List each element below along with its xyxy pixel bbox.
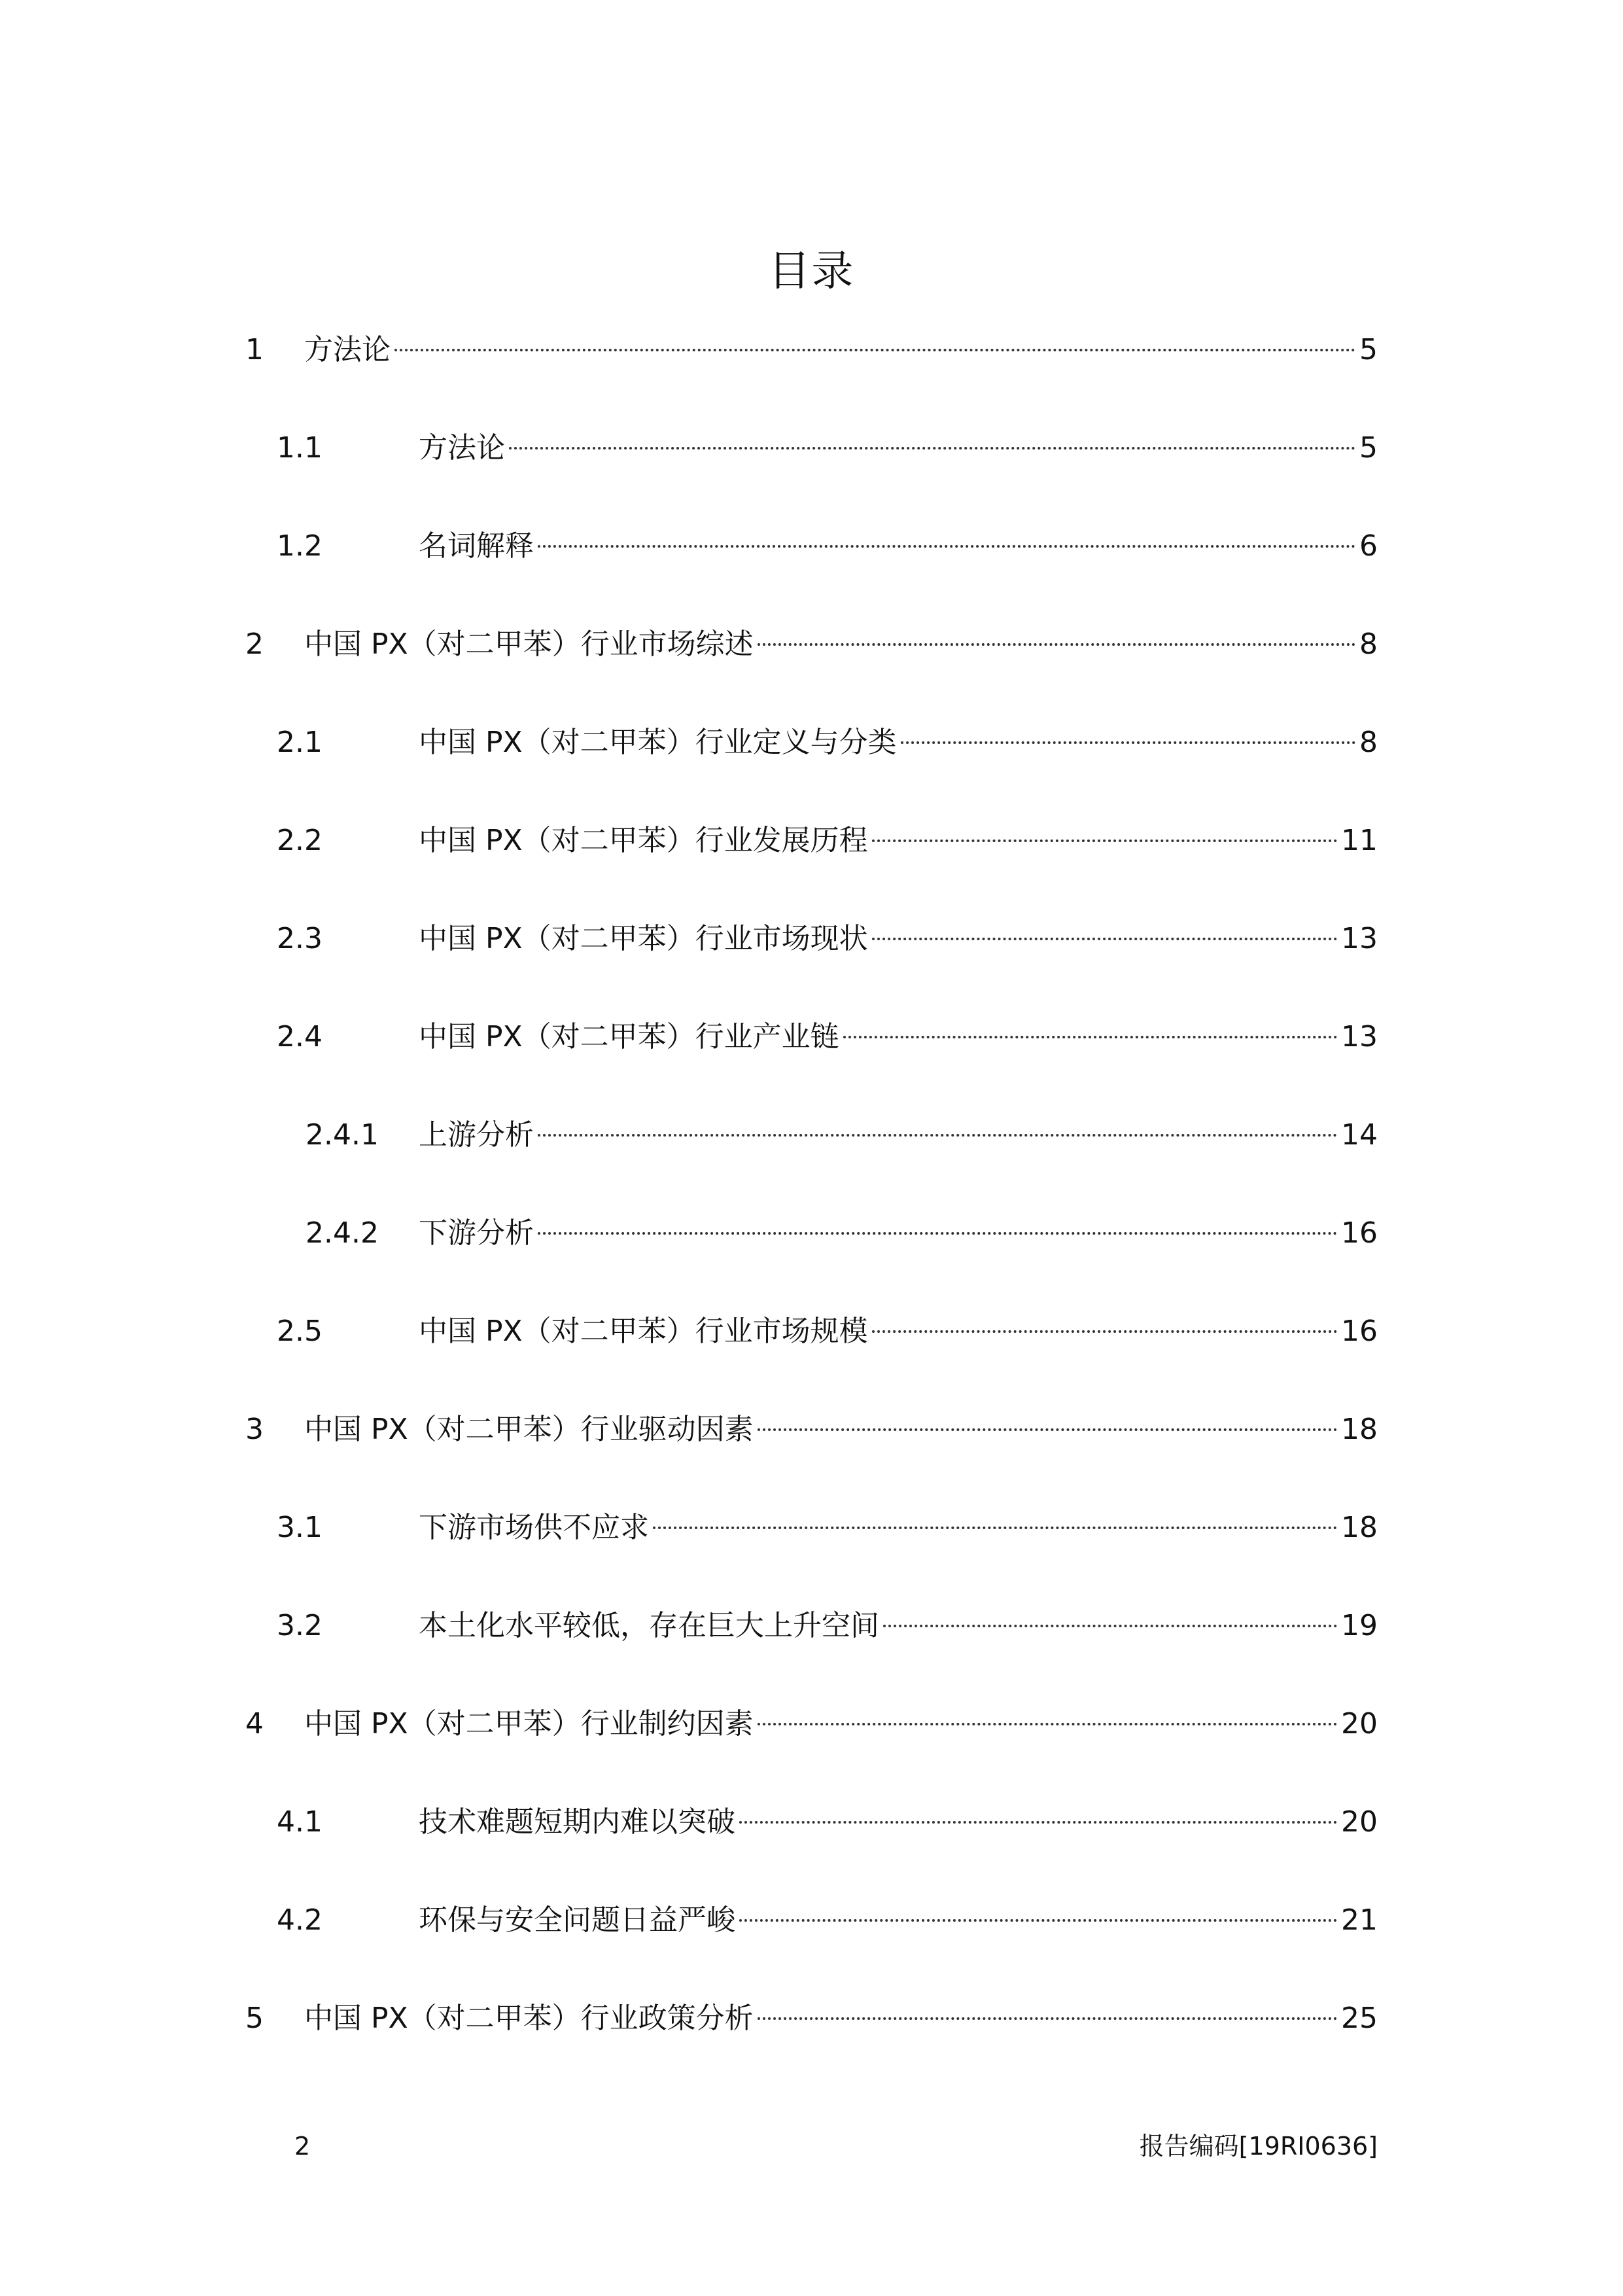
toc-number: 5 [245, 2002, 264, 2035]
toc-label: 中国 PX（对二甲苯）行业定义与分类 [419, 726, 897, 759]
toc-number: 2.4.2 [305, 1216, 379, 1250]
toc-leader [739, 1821, 1337, 1824]
toc-number: 2.1 [277, 726, 323, 759]
toc-label: 中国 PX（对二甲苯）行业发展历程 [419, 824, 868, 857]
toc-label: 上游分析 [419, 1118, 534, 1152]
toc-label: 环保与安全问题日益严峻 [419, 1903, 735, 1937]
toc-number: 4 [245, 1707, 264, 1740]
toc-entry[interactable] [0, 1996, 1623, 2041]
toc-page: 14 [1341, 1118, 1378, 1152]
toc-leader [394, 349, 1355, 351]
toc-entry[interactable] [0, 425, 1623, 471]
toc-entry[interactable] [0, 1014, 1623, 1060]
toc-page: 8 [1359, 627, 1378, 661]
toc-leader [872, 938, 1337, 940]
toc-label: 名词解释 [419, 529, 534, 563]
toc-leader [901, 741, 1355, 744]
toc-label: 方法论 [419, 431, 505, 465]
toc-leader [883, 1625, 1337, 1627]
toc-entry[interactable] [0, 1701, 1623, 1747]
toc-label: 中国 PX（对二甲苯）行业市场现状 [419, 922, 868, 955]
toc-entry[interactable] [0, 622, 1623, 667]
toc-page: 25 [1341, 2002, 1378, 2035]
footer-page-number: 2 [294, 2132, 311, 2161]
toc-number: 4.2 [277, 1903, 323, 1937]
toc-leader [538, 1134, 1337, 1137]
toc-label: 中国 PX（对二甲苯）行业制约因素 [304, 1707, 754, 1740]
toc-entry[interactable] [0, 1112, 1623, 1158]
toc-number: 2.5 [277, 1315, 323, 1348]
toc-label: 下游分析 [419, 1216, 534, 1250]
toc-number: 3.1 [277, 1511, 323, 1544]
toc-label: 本土化水平较低，存在巨大上升空间 [419, 1609, 879, 1642]
toc-number: 1.2 [277, 529, 323, 563]
toc-leader [843, 1036, 1337, 1038]
toc-number: 2.4 [277, 1020, 323, 1053]
table-of-contents [0, 327, 1623, 2094]
toc-leader [758, 643, 1355, 646]
toc-entry[interactable] [0, 327, 1623, 373]
toc-number: 2.2 [277, 824, 323, 857]
toc-page: 11 [1341, 824, 1378, 857]
toc-page: 21 [1341, 1903, 1378, 1937]
toc-number: 1 [245, 333, 264, 366]
toc-leader [758, 2017, 1337, 2020]
toc-page: 6 [1359, 529, 1378, 563]
toc-entry[interactable] [0, 1799, 1623, 1845]
toc-number: 2.3 [277, 922, 323, 955]
toc-label: 中国 PX（对二甲苯）行业驱动因素 [304, 1413, 754, 1446]
toc-leader [872, 1330, 1337, 1333]
toc-number: 3.2 [277, 1609, 323, 1642]
toc-page: 18 [1341, 1511, 1378, 1544]
toc-page: 5 [1359, 333, 1378, 366]
toc-label: 技术难题短期内难以突破 [419, 1805, 735, 1839]
toc-page: 19 [1341, 1609, 1378, 1642]
toc-entry[interactable] [0, 1603, 1623, 1649]
toc-leader [872, 839, 1337, 842]
toc-page: 20 [1341, 1707, 1378, 1740]
toc-entry[interactable] [0, 1210, 1623, 1256]
toc-page: 16 [1341, 1315, 1378, 1348]
toc-leader [538, 1232, 1337, 1235]
toc-leader [653, 1527, 1337, 1529]
toc-label: 下游市场供不应求 [419, 1511, 649, 1544]
toc-number: 3 [245, 1413, 264, 1446]
toc-entry[interactable] [0, 1898, 1623, 1943]
toc-entry[interactable] [0, 1505, 1623, 1551]
toc-leader [758, 1723, 1337, 1725]
toc-leader [739, 1919, 1337, 1922]
toc-label: 中国 PX（对二甲苯）行业产业链 [419, 1020, 839, 1053]
toc-label: 中国 PX（对二甲苯）行业市场规模 [419, 1315, 868, 1348]
toc-page: 20 [1341, 1805, 1378, 1839]
toc-label: 中国 PX（对二甲苯）行业政策分析 [304, 2002, 754, 2035]
toc-entry[interactable] [0, 916, 1623, 962]
toc-entry[interactable] [0, 523, 1623, 569]
toc-leader [538, 545, 1355, 548]
toc-page: 8 [1359, 726, 1378, 759]
toc-label: 方法论 [304, 333, 391, 366]
toc-page: 16 [1341, 1216, 1378, 1250]
toc-entry[interactable] [0, 818, 1623, 864]
toc-entry[interactable] [0, 1407, 1623, 1453]
toc-entry[interactable] [0, 1309, 1623, 1354]
toc-leader [509, 447, 1355, 450]
toc-page: 18 [1341, 1413, 1378, 1446]
toc-leader [758, 1428, 1337, 1431]
toc-label: 中国 PX（对二甲苯）行业市场综述 [304, 627, 754, 661]
page-title: 目录 [768, 247, 855, 296]
toc-number: 1.1 [277, 431, 323, 465]
toc-number: 2.4.1 [305, 1118, 379, 1152]
toc-entry[interactable] [0, 720, 1623, 766]
toc-page: 13 [1341, 1020, 1378, 1053]
toc-page: 13 [1341, 922, 1378, 955]
toc-number: 2 [245, 627, 264, 661]
footer-report-code: 报告编码[19RI0636] [1139, 2132, 1378, 2161]
toc-page: 5 [1359, 431, 1378, 465]
toc-number: 4.1 [277, 1805, 323, 1839]
